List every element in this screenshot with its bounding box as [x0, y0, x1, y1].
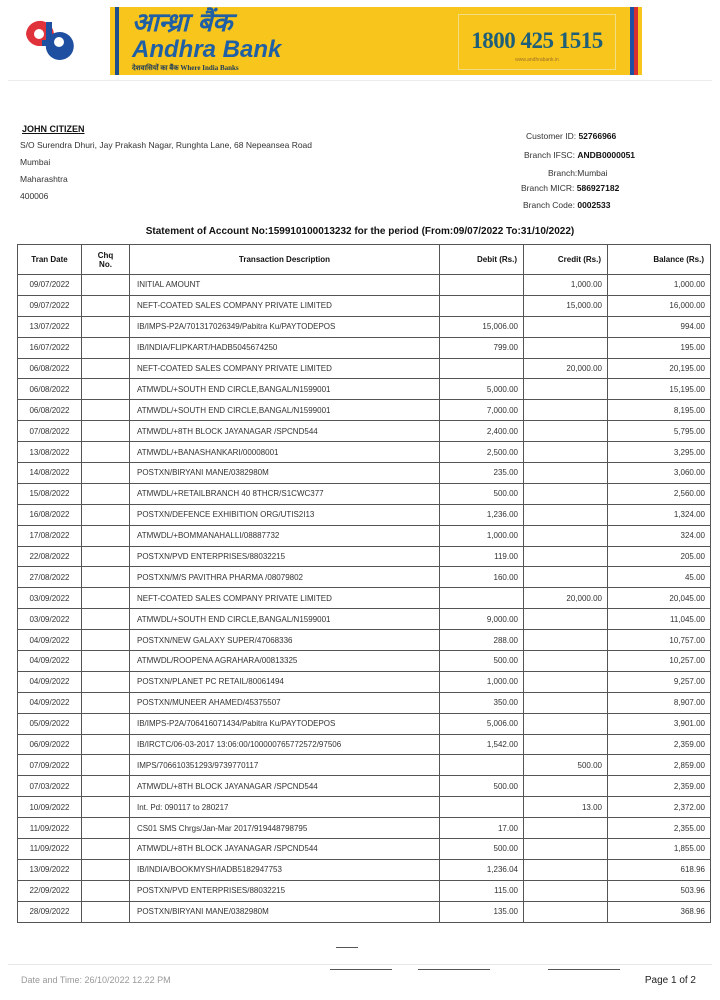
description-cell: ATMWDL/+8TH BLOCK JAYANAGAR /SPCND544: [130, 421, 440, 442]
tran-date-cell: 10/09/2022: [18, 797, 82, 818]
debit-cell: 119.00: [440, 546, 524, 567]
tran-date-cell: 04/09/2022: [18, 630, 82, 651]
balance-cell: 503.96: [608, 880, 711, 901]
banner-red-stripe: [634, 7, 638, 75]
balance-cell: 15,195.00: [608, 379, 711, 400]
credit-cell: [524, 504, 608, 525]
balance-cell: 10,257.00: [608, 651, 711, 672]
debit-cell: [440, 797, 524, 818]
balance-cell: 11,045.00: [608, 609, 711, 630]
table-row: [18, 316, 711, 337]
chq-no-cell: [82, 713, 130, 734]
balance-cell: 5,795.00: [608, 421, 711, 442]
chq-no-cell: [82, 651, 130, 672]
table-row: [18, 379, 711, 400]
chq-no-cell: [82, 546, 130, 567]
credit-cell: [524, 442, 608, 463]
description-cell: Int. Pd: 090117 to 280217: [130, 797, 440, 818]
debit-cell: 9,000.00: [440, 609, 524, 630]
tran-date-cell: 13/08/2022: [18, 442, 82, 463]
customer-address: S/O Surendra Dhuri, Jay Prakash Nagar, Runghta Lane, 68 Nepeansea Road: [20, 140, 313, 150]
table-row: [18, 546, 711, 567]
chq-no-cell: [82, 358, 130, 379]
page-number: Page 1 of 2: [644, 975, 696, 986]
credit-cell: [524, 818, 608, 839]
credit-cell: [524, 316, 608, 337]
table-row: [18, 358, 711, 379]
balance-cell: 2,359.00: [608, 776, 711, 797]
tran-date-cell: 06/08/2022: [18, 379, 82, 400]
debit-cell: 2,400.00: [440, 421, 524, 442]
chq-no-cell: [82, 525, 130, 546]
tran-date-cell: 17/08/2022: [18, 525, 82, 546]
debit-cell: 5,000.00: [440, 379, 524, 400]
chq-no-cell: [82, 567, 130, 588]
description-cell: POSTXN/PLANET PC RETAIL/80061494: [130, 671, 440, 692]
balance-cell: 2,359.00: [608, 734, 711, 755]
credit-cell: [524, 734, 608, 755]
tran-date-cell: 07/03/2022: [18, 776, 82, 797]
debit-cell: [440, 588, 524, 609]
debit-cell: 1,000.00: [440, 671, 524, 692]
debit-cell: 500.00: [440, 483, 524, 504]
debit-cell: 1,236.00: [440, 504, 524, 525]
balance-cell: 10,757.00: [608, 630, 711, 651]
credit-cell: [524, 337, 608, 358]
debit-cell: 288.00: [440, 630, 524, 651]
description-cell: INITIAL AMOUNT: [130, 275, 440, 296]
balance-cell: 368.96: [608, 901, 711, 922]
debit-cell: [440, 275, 524, 296]
tran-date-cell: 05/09/2022: [18, 713, 82, 734]
balance-cell: 205.00: [608, 546, 711, 567]
chq-no-cell: [82, 755, 130, 776]
helpline-number: 1800 425 1515: [471, 28, 603, 53]
chq-no-cell: [82, 671, 130, 692]
credit-cell: [524, 525, 608, 546]
branch-name: Branch:Mumbai: [548, 168, 608, 178]
description-cell: POSTXN/MUNEER AHAMED/45375507: [130, 692, 440, 713]
balance-cell: 3,901.00: [608, 713, 711, 734]
table-row: [18, 463, 711, 484]
debit-cell: 235.00: [440, 463, 524, 484]
description-cell: ATMWDL/+8TH BLOCK JAYANAGAR /SPCND544: [130, 839, 440, 860]
chq-no-cell: [82, 859, 130, 880]
description-cell: IB/INDIA/BOOKMYSH/IADB5182947753: [130, 859, 440, 880]
table-row: [18, 734, 711, 755]
table-row: [18, 776, 711, 797]
credit-cell: [524, 630, 608, 651]
customer-details: [20, 124, 312, 209]
table-row: [18, 880, 711, 901]
statement-title: Statement of Account No:159910100013232 for the period (From:09/07/2022 To:31/10/2022): [145, 226, 575, 237]
tran-date-cell: 03/09/2022: [18, 609, 82, 630]
table-row: [18, 839, 711, 860]
description-cell: IB/IMPS-P2A/701317026349/Pabitra Ku/PAYTODEPOS: [130, 316, 440, 337]
chq-no-cell: [82, 901, 130, 922]
balance-cell: 618.96: [608, 859, 711, 880]
debit-cell: 17.00: [440, 818, 524, 839]
balance-cell: 1,000.00: [608, 275, 711, 296]
description-cell: ATMWDL/ROOPENA AGRAHARA/00813325: [130, 651, 440, 672]
chq-no-cell: [82, 630, 130, 651]
credit-cell: [524, 483, 608, 504]
table-row: [18, 525, 711, 546]
description-cell: IB/INDIA/FLIPKART/HADB5045674250: [130, 337, 440, 358]
col-chq-no: Chq No.: [82, 245, 130, 275]
balance-cell: 8,907.00: [608, 692, 711, 713]
branch-ifsc: Branch IFSC: ANDB0000051: [524, 150, 636, 160]
branch-micr: Branch MICR: 586927182: [521, 183, 620, 193]
chq-no-cell: [82, 463, 130, 484]
table-row: [18, 504, 711, 525]
chq-no-cell: [82, 797, 130, 818]
chq-no-cell: [82, 818, 130, 839]
debit-cell: 350.00: [440, 692, 524, 713]
balance-cell: 2,355.00: [608, 818, 711, 839]
table-row: [18, 275, 711, 296]
table-row: [18, 483, 711, 504]
description-cell: POSTXN/PVD ENTERPRISES/88032215: [130, 546, 440, 567]
debit-cell: 500.00: [440, 839, 524, 860]
table-row: [18, 337, 711, 358]
credit-cell: 20,000.00: [524, 588, 608, 609]
col-balance: Balance (Rs.): [608, 245, 711, 275]
debit-cell: 5,006.00: [440, 713, 524, 734]
balance-cell: 2,859.00: [608, 755, 711, 776]
description-cell: POSTXN/M/S PAVITHRA PHARMA /08079802: [130, 567, 440, 588]
balance-cell: 994.00: [608, 316, 711, 337]
customer-name: JOHN CITIZEN: [22, 124, 85, 134]
bank-name-hindi: आन्ध्रा बैंक: [132, 8, 233, 38]
generated-date-time: Date and Time: 26/10/2022 12.22 PM: [21, 975, 171, 985]
description-cell: ATMWDL/+SOUTH END CIRCLE,BANGAL/N1599001: [130, 609, 440, 630]
description-cell: ATMWDL/+SOUTH END CIRCLE,BANGAL/N1599001: [130, 400, 440, 421]
credit-cell: 20,000.00: [524, 358, 608, 379]
chq-no-cell: [82, 316, 130, 337]
description-cell: NEFT-COATED SALES COMPANY PRIVATE LIMITED: [130, 358, 440, 379]
tran-date-cell: 07/08/2022: [18, 421, 82, 442]
description-cell: CS01 SMS Chrgs/Jan-Mar 2017/919448798795: [130, 818, 440, 839]
chq-no-cell: [82, 504, 130, 525]
credit-cell: [524, 379, 608, 400]
chq-no-cell: [82, 776, 130, 797]
banner-left-bar: [115, 7, 119, 75]
table-row: [18, 295, 711, 316]
table-row: [18, 818, 711, 839]
customer-id: Customer ID: 52766966: [526, 131, 617, 141]
balance-cell: 3,060.00: [608, 463, 711, 484]
balance-cell: 2,560.00: [608, 483, 711, 504]
balance-cell: 2,372.00: [608, 797, 711, 818]
credit-cell: [524, 463, 608, 484]
debit-cell: 2,500.00: [440, 442, 524, 463]
table-row: [18, 692, 711, 713]
tran-date-cell: 15/08/2022: [18, 483, 82, 504]
tran-date-cell: 11/09/2022: [18, 839, 82, 860]
chq-no-cell: [82, 609, 130, 630]
table-row: [18, 671, 711, 692]
chq-no-cell: [82, 400, 130, 421]
col-description: Transaction Description: [130, 245, 440, 275]
debit-cell: 500.00: [440, 651, 524, 672]
balance-cell: 1,855.00: [608, 839, 711, 860]
credit-cell: [524, 839, 608, 860]
bank-name: Andhra Bank: [132, 36, 282, 63]
footer-divider: [8, 964, 712, 965]
debit-cell: [440, 358, 524, 379]
chq-no-cell: [82, 880, 130, 901]
customer-city: Mumbai: [20, 157, 51, 167]
description-cell: ATMWDL/+BOMMANAHALLI/08887732: [130, 525, 440, 546]
chq-no-cell: [82, 379, 130, 400]
credit-cell: [524, 859, 608, 880]
bank-tagline: देशवासियों का बैंक Where India Banks: [132, 64, 239, 72]
balance-cell: 16,000.00: [608, 295, 711, 316]
balance-cell: 324.00: [608, 525, 711, 546]
tran-date-cell: 09/07/2022: [18, 295, 82, 316]
credit-cell: [524, 651, 608, 672]
col-credit: Credit (Rs.): [524, 245, 608, 275]
chq-no-cell: [82, 839, 130, 860]
tran-date-cell: 14/08/2022: [18, 463, 82, 484]
debit-cell: 799.00: [440, 337, 524, 358]
description-cell: IMPS/706610351293/9739770117: [130, 755, 440, 776]
customer-pin: 400006: [20, 191, 49, 201]
debit-cell: 115.00: [440, 880, 524, 901]
table-row: [18, 713, 711, 734]
credit-cell: [524, 609, 608, 630]
chq-no-cell: [82, 588, 130, 609]
description-cell: IB/IMPS-P2A/706416071434/Pabitra Ku/PAYTODEPOS: [130, 713, 440, 734]
table-row: [18, 400, 711, 421]
debit-cell: 1,000.00: [440, 525, 524, 546]
tran-date-cell: 13/07/2022: [18, 316, 82, 337]
credit-cell: [524, 901, 608, 922]
table-row: [18, 567, 711, 588]
tran-date-cell: 07/09/2022: [18, 755, 82, 776]
col-tran-date: Tran Date: [18, 245, 82, 275]
table-row: [18, 421, 711, 442]
debit-cell: 500.00: [440, 776, 524, 797]
credit-cell: [524, 421, 608, 442]
branch-code: Branch Code: 0002533: [523, 200, 611, 210]
balance-cell: 9,257.00: [608, 671, 711, 692]
tran-date-cell: 13/09/2022: [18, 859, 82, 880]
transactions-body: [18, 275, 711, 923]
table-row: [18, 755, 711, 776]
description-cell: POSTXN/BIRYANI MANE/0382980M: [130, 901, 440, 922]
credit-cell: [524, 713, 608, 734]
credit-cell: [524, 546, 608, 567]
credit-cell: [524, 567, 608, 588]
table-row: [18, 901, 711, 922]
table-row: [18, 630, 711, 651]
credit-cell: [524, 400, 608, 421]
table-row: [18, 859, 711, 880]
debit-cell: [440, 295, 524, 316]
tran-date-cell: 04/09/2022: [18, 671, 82, 692]
description-cell: NEFT-COATED SALES COMPANY PRIVATE LIMITED: [130, 295, 440, 316]
description-cell: POSTXN/BIRYANI MANE/0382980M: [130, 463, 440, 484]
debit-cell: 1,542.00: [440, 734, 524, 755]
credit-cell: [524, 692, 608, 713]
credit-cell: 13.00: [524, 797, 608, 818]
balance-cell: 45.00: [608, 567, 711, 588]
tran-date-cell: 06/08/2022: [18, 400, 82, 421]
tran-date-cell: 22/09/2022: [18, 880, 82, 901]
tran-date-cell: 22/08/2022: [18, 546, 82, 567]
helpline-box: [458, 14, 616, 70]
description-cell: IB/IRCTC/06-03-2017 13:06:00/100000765772572/97506: [130, 734, 440, 755]
balance-cell: 20,195.00: [608, 358, 711, 379]
chq-no-cell: [82, 337, 130, 358]
description-cell: NEFT-COATED SALES COMPANY PRIVATE LIMITED: [130, 588, 440, 609]
description-cell: ATMWDL/+8TH BLOCK JAYANAGAR /SPCND544: [130, 776, 440, 797]
tran-date-cell: 04/09/2022: [18, 692, 82, 713]
chq-no-cell: [82, 421, 130, 442]
header-divider: [8, 80, 712, 81]
debit-cell: 7,000.00: [440, 400, 524, 421]
tran-date-cell: 16/08/2022: [18, 504, 82, 525]
description-cell: ATMWDL/+RETAILBRANCH 40 8THCR/S1CWC377: [130, 483, 440, 504]
description-cell: POSTXN/PVD ENTERPRISES/88032215: [130, 880, 440, 901]
balance-cell: 20,045.00: [608, 588, 711, 609]
balance-cell: 1,324.00: [608, 504, 711, 525]
tran-date-cell: 28/09/2022: [18, 901, 82, 922]
tran-date-cell: 27/08/2022: [18, 567, 82, 588]
table-row: [18, 442, 711, 463]
table-row: [18, 797, 711, 818]
credit-cell: [524, 880, 608, 901]
credit-cell: 1,000.00: [524, 275, 608, 296]
col-debit: Debit (Rs.): [440, 245, 524, 275]
debit-cell: 135.00: [440, 901, 524, 922]
table-row: [18, 651, 711, 672]
bank-banner: [110, 7, 642, 75]
tran-date-cell: 06/09/2022: [18, 734, 82, 755]
description-cell: ATMWDL/+SOUTH END CIRCLE,BANGAL/N1599001: [130, 379, 440, 400]
chq-no-cell: [82, 692, 130, 713]
debit-cell: 160.00: [440, 567, 524, 588]
tran-date-cell: 09/07/2022: [18, 275, 82, 296]
transactions-table: [17, 244, 711, 923]
bank-logo-icon: [22, 16, 84, 66]
balance-cell: 8,195.00: [608, 400, 711, 421]
chq-no-cell: [82, 442, 130, 463]
tran-date-cell: 06/08/2022: [18, 358, 82, 379]
tran-date-cell: 16/07/2022: [18, 337, 82, 358]
balance-cell: 3,295.00: [608, 442, 711, 463]
credit-cell: 500.00: [524, 755, 608, 776]
credit-cell: [524, 776, 608, 797]
chq-no-cell: [82, 295, 130, 316]
chq-no-cell: [82, 483, 130, 504]
customer-state: Maharashtra: [20, 174, 68, 184]
chq-no-cell: [82, 734, 130, 755]
chq-no-cell: [82, 275, 130, 296]
bank-website: www.andhrabank.in: [515, 57, 559, 63]
table-row: [18, 609, 711, 630]
debit-cell: 1,236.04: [440, 859, 524, 880]
description-cell: POSTXN/NEW GALAXY SUPER/47068336: [130, 630, 440, 651]
credit-cell: 15,000.00: [524, 295, 608, 316]
credit-cell: [524, 671, 608, 692]
description-cell: POSTXN/DEFENCE EXHIBITION ORG/UTIS2I13: [130, 504, 440, 525]
debit-cell: 15,006.00: [440, 316, 524, 337]
description-cell: ATMWDL/+BANASHANKARI/00008001: [130, 442, 440, 463]
tran-date-cell: 03/09/2022: [18, 588, 82, 609]
tran-date-cell: 11/09/2022: [18, 818, 82, 839]
tran-date-cell: 04/09/2022: [18, 651, 82, 672]
table-row: [18, 588, 711, 609]
debit-cell: [440, 755, 524, 776]
table-header-row: [18, 245, 711, 275]
balance-cell: 195.00: [608, 337, 711, 358]
